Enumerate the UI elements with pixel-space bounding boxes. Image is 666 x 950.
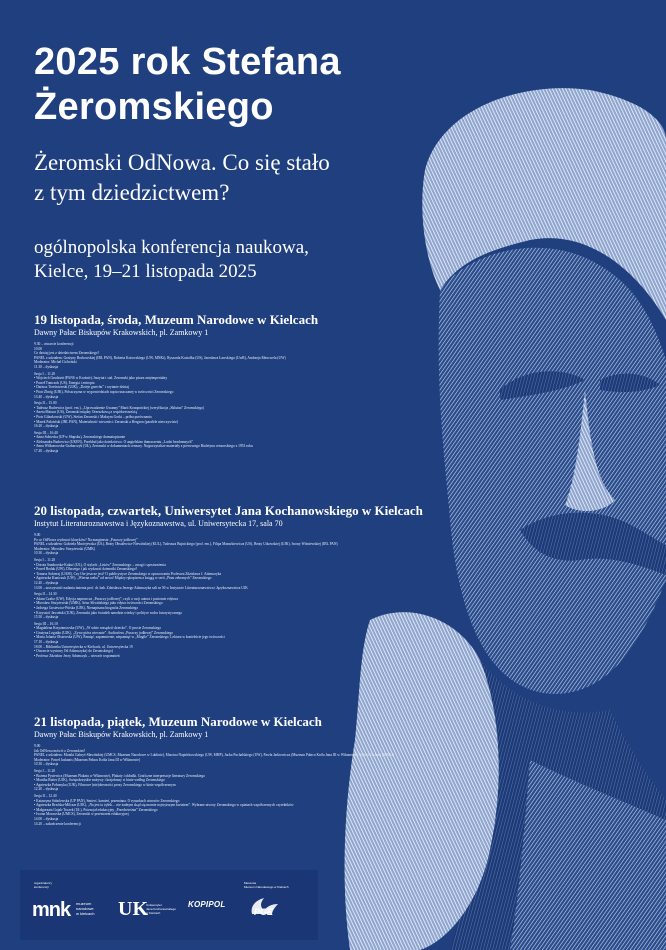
program-line: Moderator: Mirosław Strzyżewski (UMK) [34,546,95,551]
day-venue: Instytut Literaturoznawstwa i Językoznawstwa, ul. Uniwersytecka 17, sala 70 [34,519,283,528]
day-heading: 20 listopada, czwartek, Uniwersytet Jana Kochanowskiego w Kielcach [34,503,423,518]
program-line: 12.20 – dyskusja [34,787,59,792]
program-list [34,342,404,454]
program-line: • Marek Pakciński (IBL PAN), Materialność wiecznści: Żeromski a Bergson (paralele nieoczywiste) [34,419,179,424]
program-line: Co dzisiaj jest z dziedzictwem Żeromskiego? [34,351,100,356]
program-line: • Tomasz Sobieraj (UAM), Czy Ore jeszcze jest? O publicystyce Żeromskiego w opracowaniu Profesora Zdzisława J. Adamczyka [34,571,222,576]
kopipol-logo: KOPIPOL [188,900,226,909]
program-line: • Maria Jolanta Olszewska (UW), Pamięć, zapomnienie, niepamięć w „Mogile” Żeromskiego. Lektura w kontekście jego twórczości [34,635,225,640]
day-section [34,714,404,826]
program-line: PANEL z udziałem: Grażyny Borkowskiej (IBL PAN), Roberta Kotowskiego (UW, MNKi), Ryszarda Koziołka (UŚ), Jarosława Ławskiego (UwB), Andrzeja Mencwela (UW) [34,355,286,360]
ujk-logo [118,897,188,927]
sponsor-label-line-1: Mecenas [244,881,257,885]
logos-panel [20,870,318,940]
conference-line-2: Kielce, 19–21 listopada 2025 [34,261,257,282]
mnk-name-line-1: muzeum [76,901,92,906]
ujk-mark: UK [118,898,148,920]
program-line: 16.20 – dyskusja [34,424,59,429]
program-line: • Bożena Pysiewicz (Muzeum Plakatu w Wilanowie), Plakaty i okładki. Graficzne interpretacje literatury Żeromskiego [34,773,205,778]
program-line: • Tadeusz Budrewicz (prof. em.), „Uprowadzenie Gwanny” Marii Konopnickiej (weryfikacja „Sklutna” Żeromskiego) [34,405,205,410]
program-line: Sesja III – 16.10 [34,621,58,626]
program-line: • Piotr Gilankowski (UW), Stefan Żeromski i Maksym Gorki – próba porównania [34,414,152,419]
conference-info [34,236,384,284]
day-venue: Dawny Pałac Biskupów Krakowskich, pl. Zamkowy 1 [34,730,209,739]
ujk-name [146,903,188,915]
program-line: 14.00 – dyskusja [34,816,59,821]
program-line: • Paweł Bodak (UW), Dlaczego i jak wydawać dzienniki Żeromskiego? [34,567,138,572]
program-line: • Iwona Morawska (UMCS), Żeromski w przestrzeni edukacyjnej [34,812,129,817]
program-line: • Paweł Tomczok (UŚ), Energia i entropia [34,380,95,385]
program-line: Sesja II – 15.00 [34,401,57,406]
program-line: • Dariusz Trześniowski (UJK), „Dzieje grzechu” i czytanie dzisiaj [34,385,129,390]
sponsor-label-line-2: Muzeum Narodowego w Kielcach [244,885,289,889]
day-section [34,503,423,658]
organizers-label: organizatorzy konferencji [34,881,53,889]
title-line-1: 2025 rok Stefana [34,41,341,83]
poster-title [34,40,454,130]
program-line: • Grażyna Legutko (UJK), „Żywe pióra wiecznie”. Audiosfera „Puszczy jodłowej” Żeromskiego [34,630,173,635]
day-venue: Dawny Pałac Biskupów Krakowskich, pl. Zamkowy 1 [34,328,209,337]
mnk-mark: mnk [32,899,71,921]
program-line: • Dorota Samborska-Kukuć (UŁ), O stylach „Listów” Żeromskiego – uwagi i spostrzeżenia [34,562,166,567]
mnk-name-line-3: w kielcach [76,911,95,916]
day-heading: 19 listopada, środa, Muzeum Narodowe w Kielcach [34,312,319,327]
program-line: • Jadwiga Gosiewicz-Ptitska (UJK), Nienapisana biografia Żeromskiego [34,605,139,610]
mnk-logo [32,898,132,928]
program-line: • Małgorzata Gajak-Toczek (UŁ), Potencjał edukacyjny „Przedwiośnia” Żeromskiego [34,807,158,812]
program-line: • Magdalena Krzyżanowska (UW), „W sobie rozsądzić dziecko”. O procie Żeromskiego [34,626,162,631]
program-line: 13.00 – uroczystość nadania imienia prof. dr. hab. Zdzisława Jerzego Adamczyka sali nr 50 w Instytucie Literaturoznawstwa i Językoznawstwa UJK [34,585,248,590]
program-line: 9.00 [34,533,41,537]
poster-subtitle [34,148,364,208]
program-line: • Agnieszka Kuniczuk (UW), „Wierna rzeka” od nowa! Między rękopisem a księgą w serii „Pism zebranych” Żeromskiego [34,576,212,581]
program-line: 17.10 – dyskusja [34,640,59,645]
program-line: • Aleksandra Budrewicz (UKEN), Przekład jako dziedzictwo. O angielskim tłumaczeniu „Ludzi bezdomnych” [34,439,194,444]
ujk-name-line-3: w Kielcach [146,911,161,915]
subtitle-line-1: Żeromski OdNowa. Co się stało [34,150,330,175]
mnk-name [76,901,94,916]
program-line: 10.00 [34,346,43,351]
program-line: 15.50 – dyskusja [34,615,59,620]
program-line: 13.40 – dyskusja [34,394,59,399]
program-line: Moderator: Paweł Jaskanis (Muzeum Pałacu Króla Jana III w Wilanowie) [34,757,141,762]
program-line: 10.30 – dyskusja [34,762,59,767]
title-line-2: Żeromskiego [34,86,274,128]
program-line: Jak OdNowa mówić o Żeromskim? [34,748,86,753]
program-line: • Mirosław Strzyżewski (UMK), Artur Śliwińskiego jako edytor twórczości Żeromskiego [34,601,163,606]
conference-line-1: ogólnopolska konferencja naukowa, [34,237,309,258]
program-line: • Anna Sobiecka (UP w Słupsku), Żeromskiego dramatopisanie [34,435,126,440]
program-line: Po co OdNowa wydawać klasyków? Na marginesie „Puszczy jodłowej” [34,537,138,542]
pge-logo [246,894,286,918]
program-line: • Agnieszka Połomyka (UJK), Filmowe (nie)obecności prozy Żeromskiego w kinie współczesnym [34,782,176,787]
ujk-name-line-2: Jana Kochanowskiego [146,907,177,911]
program-line: Sesja II – 12.40 [34,793,57,798]
program-line: Sesja I – 11.20 [34,371,56,376]
program-line: 14.20 – zakończenie konferencji [34,821,81,826]
program-line: 12.40 – dyskusja [34,580,59,585]
program-line: Sesja III – 16.40 [34,430,58,435]
program-line: Moderator: Michał Cichoński [34,360,77,365]
program-line: • Agnieszka Brzóska-Milczar (UJK), „Na jest to żyłek… nie żadnym skąd się marnie najwyższym kwiatem”. Wybrane utwory Żeromskiego w opiniach współczesnych czytelników [34,803,294,808]
program-line: • Aneta Matuur (UŚ), Żeromski między Orzeszkową a współczesnością [34,410,137,415]
program-line: Sesja II – 14.30 [34,592,57,597]
program-line: • Krzysztof Jawoński (UJK), Żeromski jako świadek narodzin wiedzy i polityce ruchu futurystycznego [34,610,183,615]
program-line: Sesja I – 11.20 [34,557,56,562]
ujk-name-line-1: Uniwersytet [146,903,162,907]
program-line: 17.40 – dyskusja [34,449,59,454]
program-line: 10.30 – dyskusja [34,551,59,556]
program-line: • Otwarcie wystawy Od Adamczyka) do Żeromskiego) [34,649,113,654]
program-line: 11.30 – dyskusja [34,364,59,369]
sponsor-label [244,881,314,889]
program-line: • Katarzyna Sobolewska (UP PAN), Śmierć, kamień, przemiana. O rysunkach utworów Żeromskiego [34,798,180,803]
program-line: • Anna Wilkonowska-Grabarczyk (UŁ), Żeromski w dokumentach cenzury. Najpoczytalsze materiały z pierwszego Biuletynu cenzorskiego z 1953 roku [34,444,253,449]
mnk-name-line-2: narodowe [76,906,94,911]
program-line: 18.00 – Biblioteka Uniwersytecka w Kielcach, ul. Uniwersytecka 19 [34,644,133,649]
program-line: • Adam Czabo (UW), Edycja naprawcza „Puszczy jodłowej”, czyli o racji autora i poziomie edytora [34,596,178,601]
program-line: 9.30 – otwarcie konferencji [34,342,74,346]
program-line: PANEL z udziałem: Gabriela Maciejewska (UŁ), Beaty Obsulewicz-Niewińskiej (KUL), Tadeusza Bujnickiego (prof. em.), Filipa Mazurkiewicza (UŚ), Beaty Utkowskiej (UJK), Iwony Wiśniewskiej (IBL PAN) [34,542,338,547]
day-heading: 21 listopada, piątek, Muzeum Narodowe w Kielcach [34,714,322,729]
day-section [34,312,404,454]
program-line: Sesja I – 11.20 [34,768,56,773]
program-line: • Piotr Zbróg (UJK), Polszczyzna w wypowiedziach tuptu ruszczanej w twórczości Żeromskiego [34,389,174,394]
program-list [34,744,404,826]
pge-mark: PGE [254,907,274,917]
program-line: • Wojciech Grudzień (PANS w Krośnie), Instytut i stal. Żeromski jako pisarz antyimperialny [34,376,168,381]
program-line: • Monika Rutter (UJK), Świętokrzyskie motywy i krajobrazy w kinie według Żeromskiego [34,778,165,783]
program-line: 9.00 [34,744,41,748]
subtitle-line-2: z tym dziedzictwem? [34,180,230,205]
program-line: • Profesor Zdzisław Jerzy Adamczyk – wieczór wspomnień [34,653,120,658]
program-line: PANEL z udziałem: Moniki Gabryś-Sławińskiej (UMCS, Muzeum Narodowe w Lublinie), Marcina Napiórkowskiego (UW, MHP), Jacka Puchalskiego (UW), Pawła Jarkiewicza (Muzeum Pałacu Króla Jana III w Wilanowie), Sylwii Zachara (MNKi) [34,753,394,758]
program-list [34,533,404,658]
